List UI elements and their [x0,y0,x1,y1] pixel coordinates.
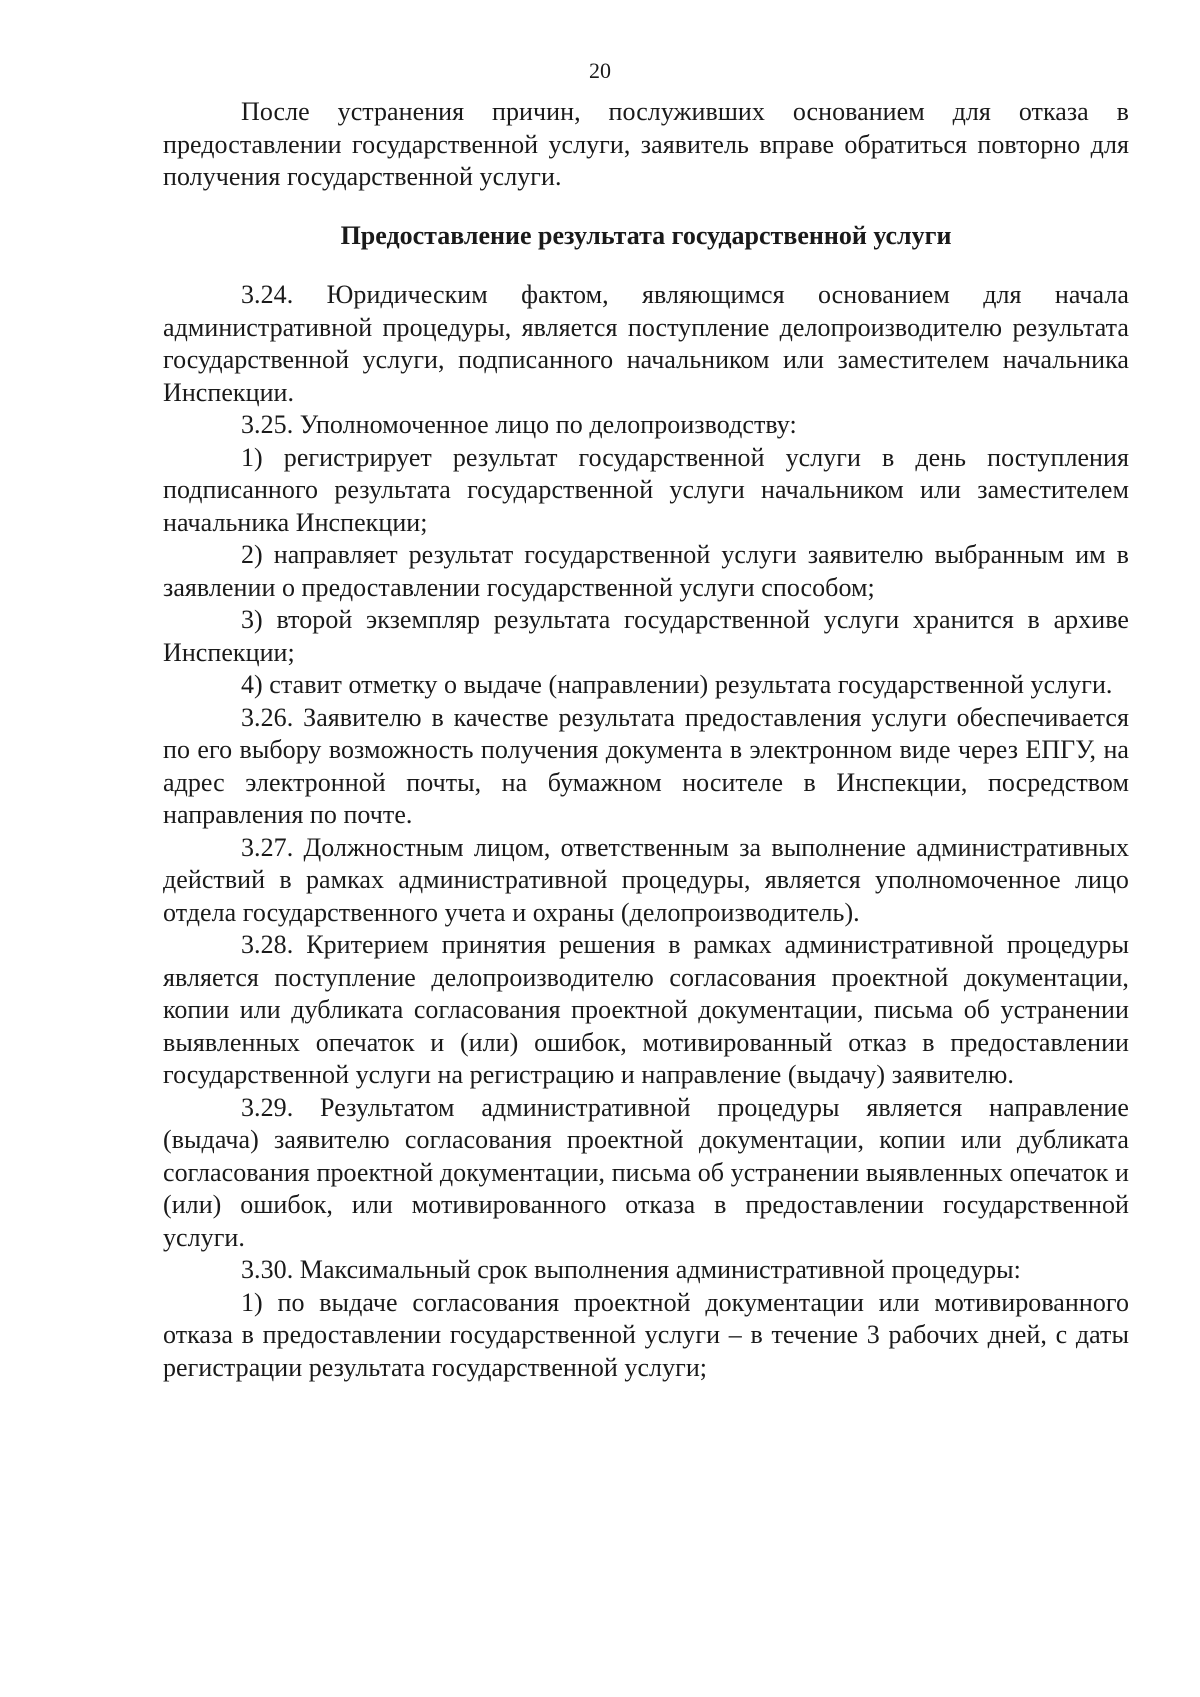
paragraph-3-25: 3.25. Уполномоченное лицо по делопроизводству: [241,410,797,439]
document-body [163,96,1129,1384]
list-item-3-25-2: 2) направляет результат государственной услуги заявителю выбранным им в заявлении о предоставлении государственной услуги способом; [163,540,1129,602]
paragraph-3-26: 3.26. Заявителю в качестве результата предоставления услуги обеспечивается по его выбору возможность получения документа в электронном виде через ЕПГУ, на адрес электронной почты, на бумажном носителе в Инспекции, посредством направления по почте. [163,702,1129,829]
paragraph-3-28: 3.28. Критерием принятия решения в рамках административной процедуры является поступление делопроизводителю согласования проектной документации, копии или дубликата согласования проектной документации, письма об устранении выявленных опечаток и (или) ошибок, мотивированный отказ в предоставлении государственной услуги на регистрацию и направление (выдачу) заявителю. [163,930,1129,1089]
paragraph-3-29: 3.29. Результатом административной процедуры является направление (выдача) заявителю согласования проектной документации, копии или дубликата согласования проектной документации, письма об устранении выявленных опечаток и (или) ошибок, или мотивированного отказа в предоставлении государственной услуги. [163,1092,1129,1252]
section-heading: Предоставление результата государственной услуги [340,220,952,250]
paragraph-3-24: 3.24. Юридическим фактом, являющимся основанием для начала административной процедуры, является поступление делопроизводителю результата государственной услуги, подписанного начальником или заместителем начальника Инспекции. [163,280,1129,407]
paragraph-3-30: 3.30. Максимальный срок выполнения административной процедуры: [241,1255,1021,1284]
list-item-3-30-1: 1) по выдаче согласования проектной документации или мотивированного отказа в предоставлении государственной услуги – в течение 3 рабочих дней, с даты регистрации результата государственной услуги; [163,1287,1129,1382]
list-item-3-25-3: 3) второй экземпляр результата государственной услуги хранится в архиве Инспекции; [163,605,1129,667]
list-item-3-25-4: 4) ставит отметку о выдаче (направлении) результата государственной услуги. [241,670,1113,699]
paragraph-3-27: 3.27. Должностным лицом, ответственным за выполнение административных действий в рамках административной процедуры, является уполномоченное лицо отдела государственного учета и охраны (делопроизводитель). [163,832,1129,927]
page-number: 20 [589,58,611,83]
paragraph-intro: После устранения причин, послуживших основанием для отказа в предоставлении государственной услуги, заявитель вправе обратиться повторно для получения государственной услуги. [163,97,1129,191]
list-item-3-25-1: 1) регистрирует результат государственной услуги в день поступления подписанного результата государственной услуги начальником или заместителем начальника Инспекции; [163,442,1129,537]
